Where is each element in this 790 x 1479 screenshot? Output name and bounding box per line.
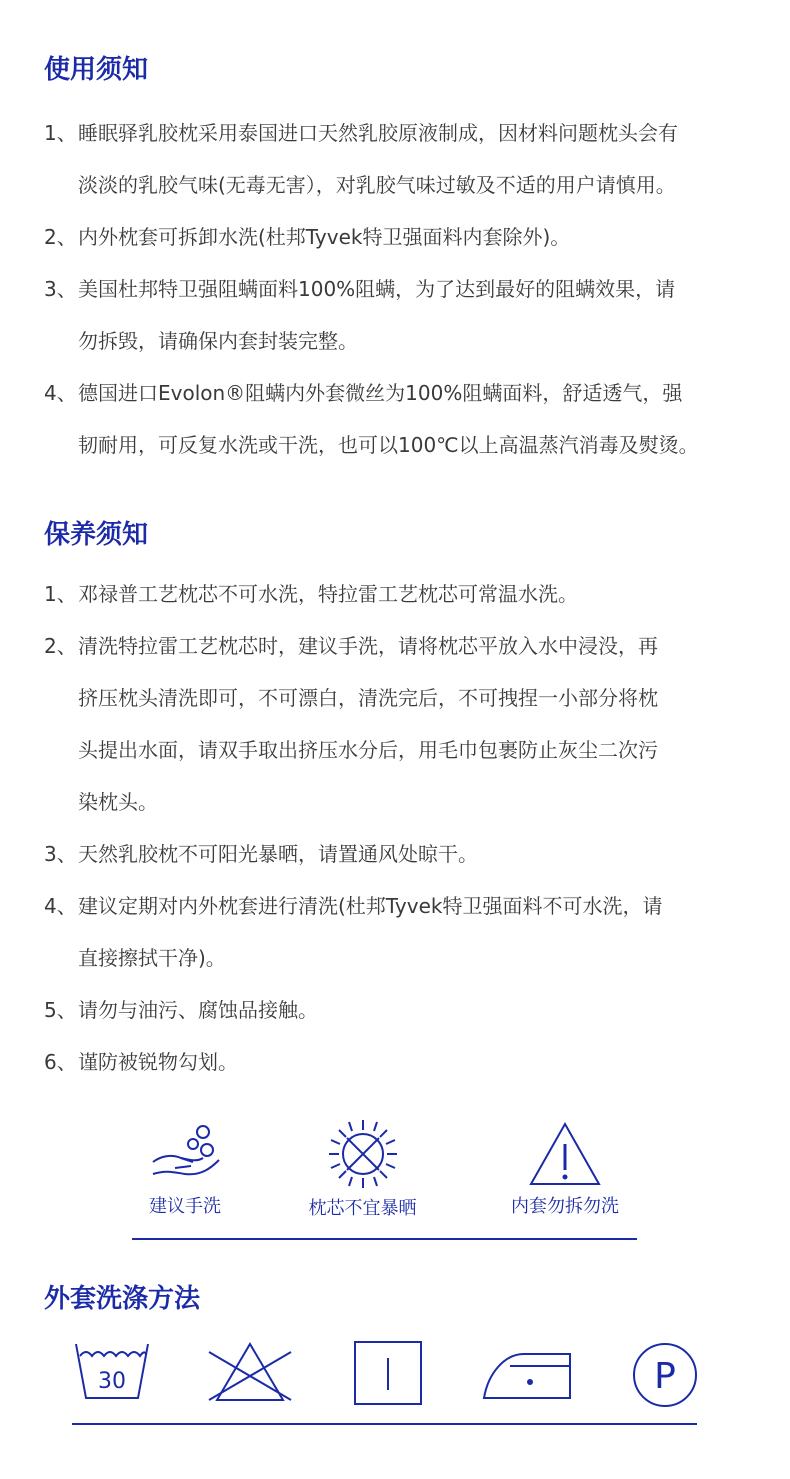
wash-tumble [352, 1338, 424, 1412]
wash-title: 外套洗涤方法 [44, 1284, 201, 1314]
care-hand-wash [130, 1118, 240, 1218]
care-label-warning: 内套勿拆勿洗 [511, 1196, 619, 1217]
item-number: 4、 [44, 381, 77, 405]
care-label-hand-wash: 建议手洗 [149, 1196, 221, 1217]
care-item [44, 984, 774, 1036]
care-icons-row [0, 1118, 790, 1218]
care-item [44, 620, 774, 828]
care-item [44, 568, 774, 620]
item-text-line: 内外枕套可拆卸水洗(杜邦Tyvek特卫强面料内套除外)。 [78, 225, 571, 249]
item-number: 5、 [44, 998, 77, 1022]
item-text-line: 美国杜邦特卫强阻螨面料100%阻螨，为了达到最好的阻螨效果，请 [78, 277, 676, 301]
item-text-line: 勿拆毁，请确保内套封装完整。 [78, 329, 358, 353]
item-text-line: 邓禄普工艺枕芯不可水洗，特拉雷工艺枕芯可常温水洗。 [78, 582, 578, 606]
item-number: 6、 [44, 1050, 77, 1074]
tumble-dry-icon [352, 1338, 424, 1408]
care-item [44, 1036, 774, 1088]
no-sun-icon [323, 1118, 403, 1190]
item-number: 4、 [44, 894, 77, 918]
item-text-line: 天然乳胶枕不可阳光暴晒，请置通风处晾干。 [78, 842, 478, 866]
care-no-sun [300, 1118, 425, 1220]
item-text-line: 头提出水面，请双手取出挤压水分后，用毛巾包裹防止灰尘二次污 [78, 738, 658, 762]
item-text-line: 淡淡的乳胶气味(无毒无害），对乳胶气味过敏及不适的用户请慎用。 [78, 173, 676, 197]
item-text-line: 建议定期对内外枕套进行清洗(杜邦Tyvek特卫强面料不可水洗，请 [78, 894, 663, 918]
item-text-line: 挤压枕头清洗即可，不可漂白，清洗完后，不可拽捏一小部分将枕 [78, 686, 658, 710]
wash-icons-row [0, 1338, 790, 1418]
care-warning [500, 1118, 630, 1218]
hand-wash-icon [145, 1118, 225, 1188]
item-text-line: 直接擦拭干净)。 [78, 946, 226, 970]
no-bleach-icon [205, 1338, 295, 1408]
usage-item [44, 107, 774, 211]
wash-iron [480, 1338, 574, 1412]
item-text-line: 清洗特拉雷工艺枕芯时，建议手洗，请将枕芯平放入水中浸没，再 [78, 634, 658, 658]
care-label-no-sun: 枕芯不宜暴晒 [308, 1198, 417, 1219]
divider-care [132, 1238, 637, 1240]
item-text-line: 请勿与油污、腐蚀品接触。 [78, 998, 318, 1022]
iron-low-icon [480, 1338, 574, 1408]
usage-title: 使用须知 [44, 55, 149, 85]
dry-clean-letter: P [654, 1356, 676, 1397]
item-number: 1、 [44, 121, 77, 145]
item-number: 3、 [44, 277, 77, 301]
usage-item [44, 263, 774, 367]
care-item [44, 828, 774, 880]
wash-30 [72, 1338, 152, 1412]
wash-dry-clean [630, 1338, 700, 1412]
care-title: 保养须知 [44, 520, 149, 550]
item-number: 2、 [44, 634, 77, 658]
item-text-line: 染枕头。 [78, 790, 158, 814]
item-number: 2、 [44, 225, 77, 249]
care-list [44, 568, 774, 1088]
item-text-line: 德国进口Evolon®阻螨内外套微丝为100%阻螨面料，舒适透气，强 [78, 381, 683, 405]
item-number: 1、 [44, 582, 77, 606]
wash-temp-text: 30 [98, 1369, 126, 1394]
item-text-line: 韧耐用，可反复水洗或干洗，也可以100℃以上高温蒸汽消毒及熨烫。 [78, 433, 699, 457]
wash-30-icon [72, 1338, 152, 1408]
item-number: 3、 [44, 842, 77, 866]
usage-list [44, 107, 774, 471]
item-text-line: 谨防被锐物勾划。 [78, 1050, 238, 1074]
divider-wash [72, 1423, 697, 1425]
item-text-line: 睡眠驿乳胶枕采用泰国进口天然乳胶原液制成，因材料问题枕头会有 [78, 121, 678, 145]
care-item [44, 880, 774, 984]
usage-item [44, 367, 774, 471]
usage-item [44, 211, 774, 263]
warning-triangle-icon [525, 1118, 605, 1188]
wash-no-bleach [205, 1338, 295, 1412]
dry-clean-p-icon [630, 1338, 700, 1408]
